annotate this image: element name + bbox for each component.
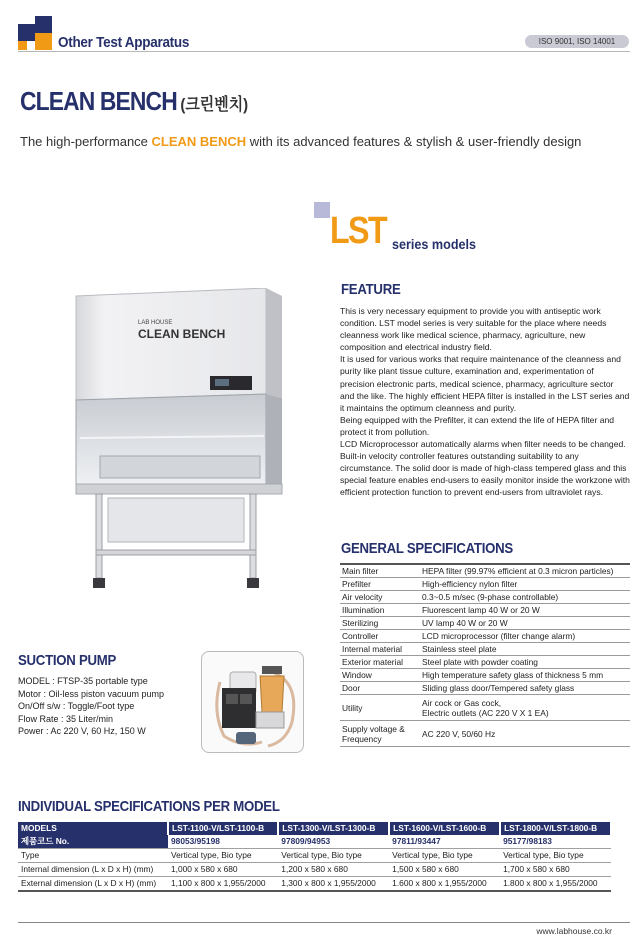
footer-url[interactable]: www.labhouse.co.kr xyxy=(536,926,612,936)
spec-key: Prefilter xyxy=(340,578,420,591)
suction-pump-heading: SUCTION PUMP xyxy=(18,652,117,669)
spec-key: Controller xyxy=(340,630,420,643)
suction-pump-details xyxy=(18,675,164,738)
feature-paragraph: This is very necessary equipment to provide you with antiseptic work condition. LST model series is very suitable for the place where needs cleanness work like medical science, pharmacy, agriculture, new composition and electrical industry field. xyxy=(340,306,607,353)
spec-value: HEPA filter (99.97% efficient at 0.3 micron particles) xyxy=(420,564,630,578)
table-cell: 1,500 x 580 x 680 xyxy=(389,863,500,877)
individual-specs-table xyxy=(18,822,612,892)
spec-key: Illumination xyxy=(340,604,420,617)
page-title xyxy=(20,86,248,117)
spec-key: Internal material xyxy=(340,643,420,656)
spec-row xyxy=(340,682,630,695)
table-cell: Vertical type, Bio type xyxy=(500,849,611,863)
table-cell: Internal dimension (L x D x H) (mm) xyxy=(18,863,168,877)
table-cell: 95177/98183 xyxy=(500,835,611,849)
individual-specs-heading: INDIVIDUAL SPECIFICATIONS PER MODEL xyxy=(18,798,280,815)
spec-value: Sliding glass door/Tempered safety glass xyxy=(420,682,630,695)
models-subtitle: series models xyxy=(392,236,477,252)
pump-detail-line: Flow Rate : 35 Liter/min xyxy=(18,713,114,724)
column-header: LST-1800-V/LST-1800-B xyxy=(500,822,611,835)
spec-value: High temperature safety glass of thickness 5 mm xyxy=(420,669,630,682)
clean-bench-image xyxy=(60,288,310,598)
table-row xyxy=(18,877,611,892)
feature-paragraph: Being equipped with the Prefilter, it can extend the life of HEPA filter and protect it from pollution. xyxy=(340,414,615,437)
tagline-highlight: CLEAN BENCH xyxy=(151,134,247,149)
spec-value: UV lamp 40 W or 20 W xyxy=(420,617,630,630)
table-cell: 97811/93447 xyxy=(389,835,500,849)
logo-square-orange-large xyxy=(35,33,52,50)
page-title-korean: (크린벤치) xyxy=(180,95,249,114)
pump-detail-line: MODEL : FTSP-35 portable type xyxy=(18,676,148,686)
table-cell: 1.600 x 800 x 1,955/2000 xyxy=(389,877,500,892)
spec-row xyxy=(340,564,630,578)
spec-row xyxy=(340,604,630,617)
iso-badge: ISO 9001, ISO 14001 xyxy=(525,35,629,48)
feature-heading: FEATURE xyxy=(341,281,401,298)
spec-value: Air cock or Gas cock, Electric outlets (AC 220 V X 1 EA) xyxy=(420,695,630,721)
brand-logo-squares xyxy=(18,16,52,50)
spec-key: Supply voltage & Frequency xyxy=(340,721,420,747)
spec-key: Air velocity xyxy=(340,591,420,604)
pump-detail-line: Power : Ac 220 V, 60 Hz, 150 W xyxy=(18,726,146,736)
table-header-row xyxy=(18,822,611,835)
bench-brand-text: LAB HOUSE xyxy=(138,320,173,326)
table-cell: 97809/94953 xyxy=(278,835,389,849)
models-title: LST xyxy=(330,210,386,252)
spec-row xyxy=(340,695,630,721)
pump-detail-line: On/Off s/w : Toggle/Foot type xyxy=(18,701,135,711)
table-cell: 1.800 x 800 x 1,955/2000 xyxy=(500,877,611,892)
spec-row xyxy=(340,721,630,747)
table-cell: 1,100 x 800 x 1,955/2000 xyxy=(168,877,278,892)
spec-value: LCD microprocessor (filter change alarm) xyxy=(420,630,630,643)
spec-value: Steel plate with powder coating xyxy=(420,656,630,669)
general-specs-table xyxy=(340,563,630,747)
table-cell: 1,200 x 580 x 680 xyxy=(278,863,389,877)
spec-value: Fluorescent lamp 40 W or 20 W xyxy=(420,604,630,617)
spec-row xyxy=(340,617,630,630)
spec-row xyxy=(340,643,630,656)
pump-detail-line: Motor : Oil-less piston vacuum pump xyxy=(18,688,165,699)
feature-text xyxy=(340,305,630,499)
column-header: MODELS xyxy=(18,822,168,835)
tagline-post: with its advanced features & stylish & user-friendly design xyxy=(246,134,582,149)
spec-row xyxy=(340,669,630,682)
product-code-row xyxy=(18,835,611,849)
column-header: LST-1300-V/LST-1300-B xyxy=(278,822,389,835)
spec-row xyxy=(340,630,630,643)
logo-square-navy-left xyxy=(18,24,35,41)
header-divider xyxy=(18,51,630,52)
lst-accent-square xyxy=(314,202,330,218)
tagline xyxy=(20,134,581,149)
footer-divider xyxy=(18,922,630,923)
table-cell: Vertical type, Bio type xyxy=(278,849,389,863)
spec-row xyxy=(340,578,630,591)
table-cell: Type xyxy=(18,849,168,863)
general-specs-heading: GENERAL SPECIFICATIONS xyxy=(341,540,513,557)
table-cell: 1,700 x 580 x 680 xyxy=(500,863,611,877)
spec-key: Window xyxy=(340,669,420,682)
suction-pump-image xyxy=(201,651,304,753)
section-title: Other Test Apparatus xyxy=(58,34,190,51)
spec-key: Utility xyxy=(340,695,420,721)
feature-paragraph: It is used for various works that require maintenance of the cleanness and purity like plant tissue culture, examination and, experimentation of precision electronic parts, medical science, pharmacy, agriculture sector and the like. The highly efficient HEPA filter is installed in the LST series and it maintains the optimum cleanness and purity. xyxy=(340,354,630,413)
table-cell: External dimension (L x D x H) (mm) xyxy=(18,877,168,892)
spec-value: High-efficiency nylon filter xyxy=(420,578,630,591)
spec-key: Main filter xyxy=(340,564,420,578)
spec-row xyxy=(340,591,630,604)
table-cell: 제품코드 No. xyxy=(18,835,168,849)
table-cell: Vertical type, Bio type xyxy=(389,849,500,863)
spec-row xyxy=(340,656,630,669)
table-cell: 98053/95198 xyxy=(168,835,278,849)
suction-pump-drawing xyxy=(202,652,304,753)
spec-value: Stainless steel plate xyxy=(420,643,630,656)
spec-key: Door xyxy=(340,682,420,695)
spec-key: Sterilizing xyxy=(340,617,420,630)
table-row xyxy=(18,849,611,863)
table-cell: Vertical type, Bio type xyxy=(168,849,278,863)
bench-label-text: CLEAN BENCH xyxy=(138,327,226,341)
table-cell: 1,300 x 800 x 1,955/2000 xyxy=(278,877,389,892)
tagline-pre: The high-performance xyxy=(20,134,152,149)
table-cell: 1,000 x 580 x 680 xyxy=(168,863,278,877)
page-title-main: CLEAN BENCH xyxy=(20,86,177,116)
logo-square-navy-right xyxy=(35,16,52,33)
column-header: LST-1100-V/LST-1100-B xyxy=(168,822,278,835)
table-row xyxy=(18,863,611,877)
spec-value: 0.3~0.5 m/sec (9-phase controllable) xyxy=(420,591,630,604)
feature-paragraph: LCD Microprocessor automatically alarms when filter needs to be changed. Built-in velocity controller features outstanding suitability to any circumstance. The solid door is made of high-class tempered glass and this special feature enables end-users to easily monitor inside the workzone with efficient protection function to prevent end-users from ultraviolet rays. xyxy=(340,439,630,498)
spec-key: Exterior material xyxy=(340,656,420,669)
column-header: LST-1600-V/LST-1600-B xyxy=(389,822,500,835)
spec-value: AC 220 V, 50/60 Hz xyxy=(420,721,630,747)
logo-square-orange-small xyxy=(18,41,27,50)
